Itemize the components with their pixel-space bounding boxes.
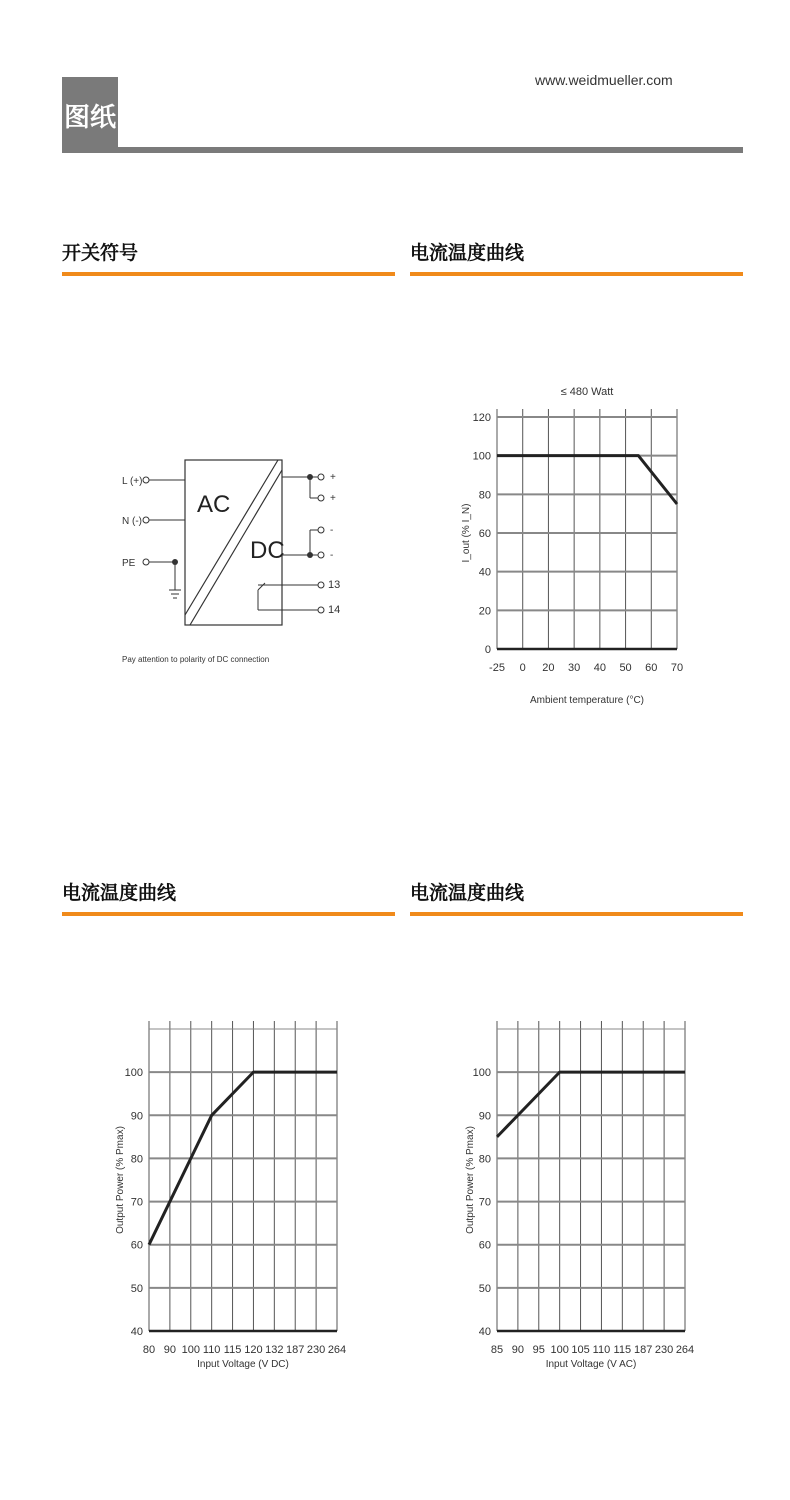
section-rule	[410, 912, 743, 916]
derating-ac-voltage-chart	[455, 1015, 715, 1395]
x-axis-label: Ambient temperature (°C)	[529, 695, 645, 706]
x-tick-label: 105	[571, 1344, 590, 1356]
y-tick-label: 100	[472, 1067, 491, 1080]
y-tick-label: 100	[472, 450, 491, 463]
output-label-13: 13	[328, 579, 341, 591]
input-label-pe: PE	[122, 558, 136, 569]
y-tick-label: 50	[478, 1282, 491, 1295]
x-tick-label: 264	[675, 1344, 695, 1356]
section-title-switch-symbol: 开关符号	[62, 243, 139, 264]
y-tick-label: 60	[478, 528, 491, 540]
input-label-l: L (+)	[122, 476, 143, 487]
y-tick-label: 90	[130, 1110, 143, 1123]
output-label-3: -	[330, 525, 334, 536]
polarity-note: Pay attention to polarity of DC connection	[122, 655, 270, 664]
x-tick-label: 264	[327, 1344, 347, 1356]
y-tick-label: 50	[130, 1282, 143, 1295]
header-divider	[118, 147, 743, 153]
x-tick-label: 187	[286, 1344, 305, 1356]
y-axis-label: I_out (% I_N)	[461, 503, 472, 563]
x-tick-label: 20	[542, 662, 555, 674]
x-tick-label: 187	[634, 1344, 653, 1356]
y-tick-label: 80	[478, 489, 491, 502]
y-axis-label: Output Power (% Pmax)	[465, 1126, 476, 1234]
y-tick-label: 70	[130, 1196, 143, 1209]
section-title-derating-temp: 电流温度曲线	[410, 243, 525, 264]
y-tick-label: 60	[130, 1239, 143, 1252]
x-tick-label: 110	[592, 1344, 611, 1356]
section-title-derating-dc: 电流温度曲线	[62, 883, 177, 904]
x-axis-label: Input Voltage (V AC)	[545, 1359, 637, 1370]
page-title: 图纸	[62, 77, 118, 153]
y-tick-label: 80	[478, 1153, 491, 1166]
x-tick-label: 60	[645, 662, 658, 674]
x-tick-label: 132	[265, 1344, 284, 1356]
output-label-2: +	[330, 493, 336, 504]
x-tick-label: 80	[142, 1344, 156, 1356]
y-tick-label: 0	[484, 644, 491, 656]
x-tick-label: 115	[223, 1344, 242, 1356]
input-label-n: N (-)	[122, 516, 142, 527]
section-title-derating-ac: 电流温度曲线	[410, 883, 525, 904]
switch-symbol-diagram	[100, 440, 370, 680]
series-line	[497, 456, 677, 504]
y-tick-label: 80	[130, 1153, 143, 1166]
ac-label: AC	[197, 491, 231, 518]
section-rule	[410, 272, 743, 276]
y-tick-label: 70	[478, 1196, 491, 1209]
y-axis-label: Output Power (% Pmax)	[115, 1126, 126, 1234]
x-tick-label: 40	[593, 662, 606, 674]
chart-title: ≤ 480 Watt	[560, 386, 614, 398]
y-tick-label: 40	[130, 1326, 143, 1338]
x-tick-label: 120	[244, 1344, 263, 1356]
x-tick-label: 85	[490, 1344, 504, 1356]
output-label-4: -	[330, 550, 334, 561]
x-tick-label: 0	[519, 662, 526, 674]
x-tick-label: 100	[550, 1344, 569, 1356]
x-tick-label: 95	[532, 1344, 545, 1356]
x-tick-label: -25	[489, 662, 505, 674]
x-tick-label: 90	[163, 1344, 177, 1356]
website-url: www.weidmueller.com	[535, 72, 673, 88]
x-tick-label: 230	[306, 1344, 326, 1356]
output-label-14: 14	[328, 604, 341, 616]
y-tick-label: 40	[478, 566, 491, 579]
y-tick-label: 100	[124, 1067, 143, 1080]
dc-label: DC	[250, 537, 285, 564]
x-tick-label: 90	[511, 1344, 525, 1356]
y-tick-label: 40	[478, 1326, 491, 1338]
y-tick-label: 20	[478, 605, 491, 618]
x-tick-label: 70	[670, 662, 684, 674]
x-tick-label: 50	[619, 662, 632, 674]
section-rule	[62, 272, 395, 276]
derating-temperature-chart	[455, 375, 705, 725]
output-label-1: +	[330, 472, 336, 483]
x-tick-label: 30	[568, 662, 581, 674]
y-tick-label: 60	[478, 1239, 491, 1252]
y-tick-label: 90	[478, 1110, 491, 1123]
y-tick-label: 120	[472, 412, 491, 424]
x-tick-label: 115	[613, 1344, 632, 1356]
series-line	[497, 1072, 685, 1137]
x-tick-label: 110	[202, 1344, 221, 1356]
section-rule	[62, 912, 395, 916]
x-tick-label: 230	[654, 1344, 674, 1356]
x-axis-label: Input Voltage (V DC)	[197, 1359, 289, 1370]
derating-dc-voltage-chart	[105, 1015, 365, 1395]
x-tick-label: 100	[181, 1344, 200, 1356]
